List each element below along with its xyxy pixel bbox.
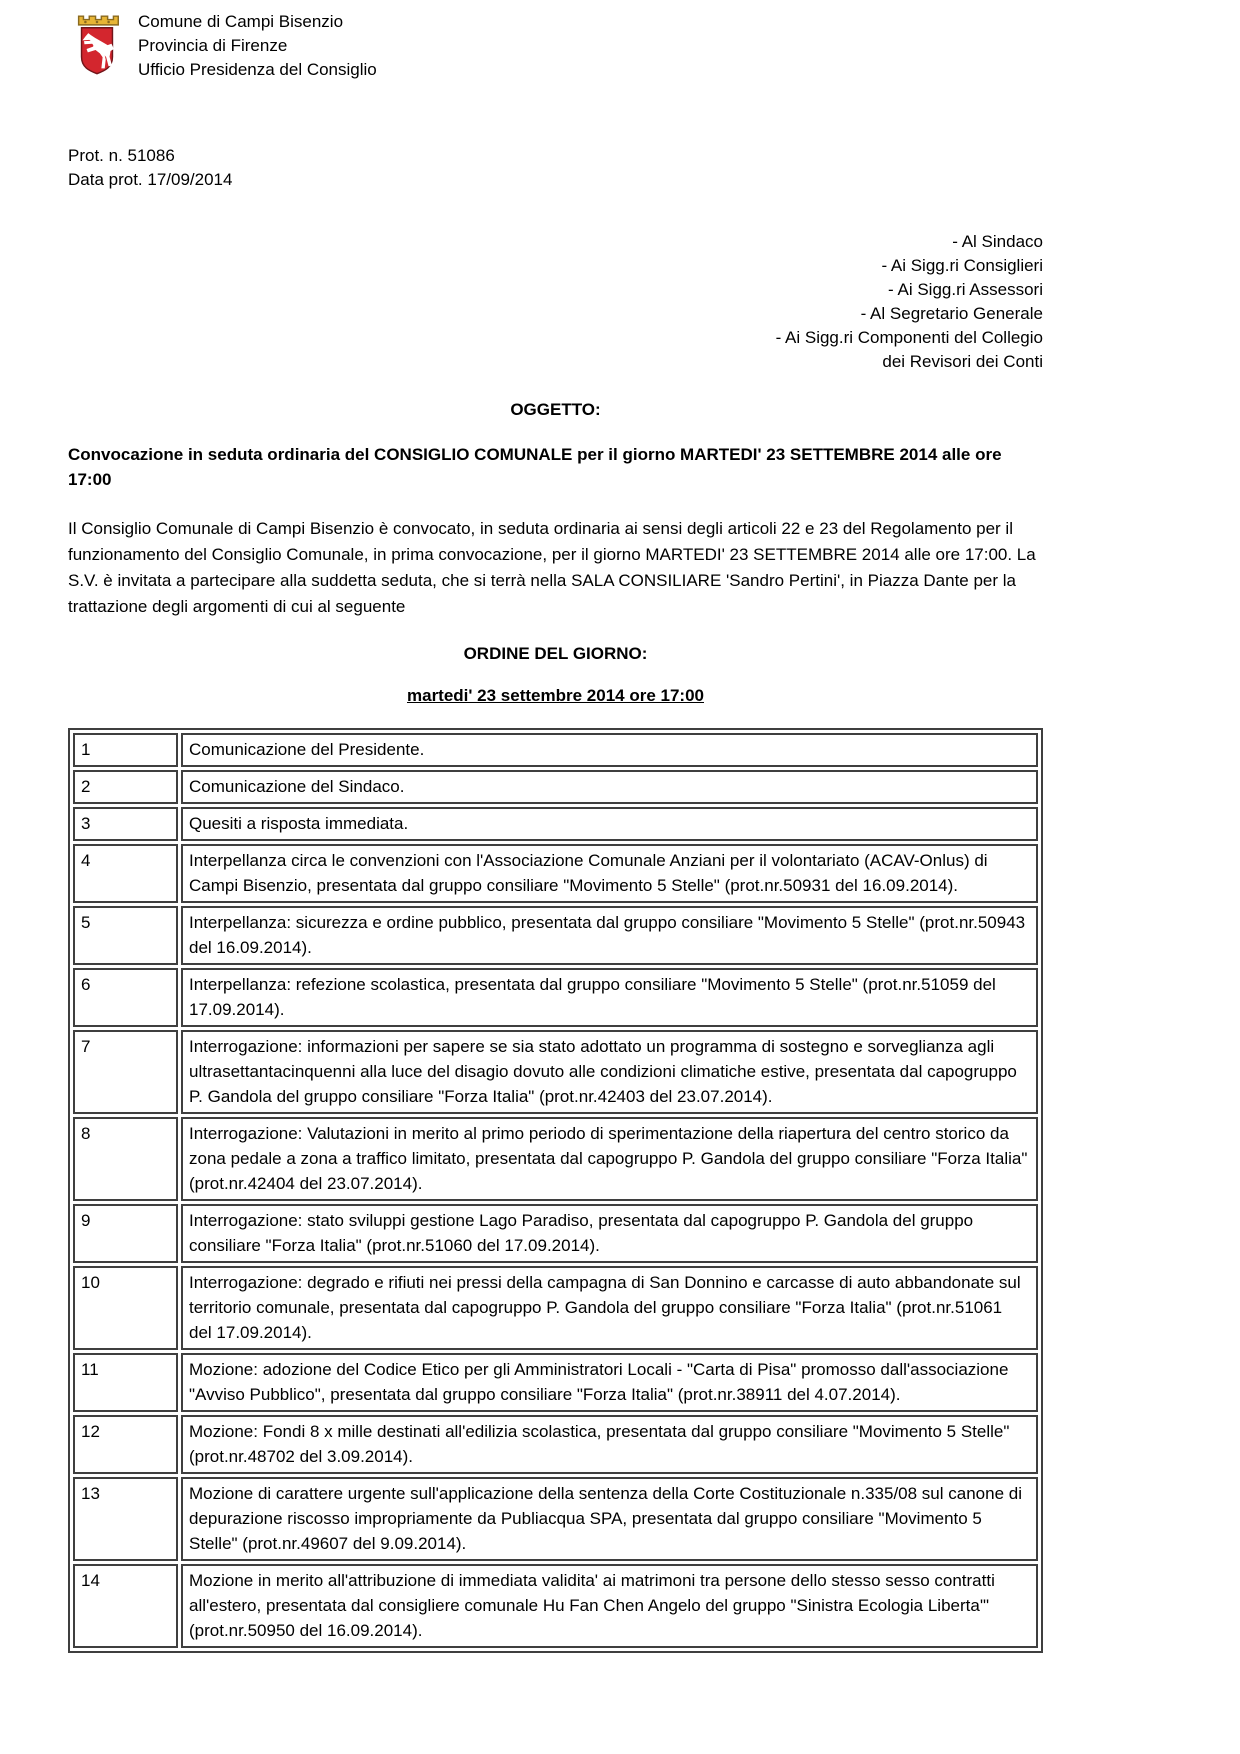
org-office: Ufficio Presidenza del Consiglio <box>138 60 377 79</box>
agenda-row <box>73 906 1038 965</box>
addressee-line: - Ai Sigg.ri Assessori <box>888 280 1043 299</box>
agenda-row <box>73 1564 1038 1648</box>
addressee-line: - Ai Sigg.ri Consiglieri <box>881 256 1043 275</box>
agenda-row <box>73 770 1038 804</box>
addressee-list <box>68 230 1043 374</box>
item-number-cell: 2 <box>73 770 178 804</box>
body-paragraph: Il Consiglio Comunale di Campi Bisenzio è convocato, in seduta ordinaria ai sensi degli articoli 22 e 23 del Regolamento per il funzionamento del Consiglio Comunale, in prima convocazione, per il giorno MARTEDI' 23 SETTEMBRE 2014 alle ore 17:00. La S.V. è invitata a partecipare alla suddetta seduta, che si terrà nella SALA CONSILIARE 'Sandro Pertini', in Piazza Dante per la trattazione degli argomenti di cui al seguente <box>68 519 1036 616</box>
item-number-cell: 1 <box>73 733 178 767</box>
agenda-row <box>73 1353 1038 1412</box>
item-text-cell: Interpellanza: sicurezza e ordine pubblico, presentata dal gruppo consiliare "Movimento 5 Stelle" (prot.nr.50943 del 16.09.2014). <box>181 906 1038 965</box>
municipal-coat-of-arms-icon <box>68 8 126 92</box>
item-text-cell: Interrogazione: informazioni per sapere se sia stato adottato un programma di sostegno e sorveglianza agli ultrasettantacinquenni alla luce del disagio dovuto alle condizioni climatiche estive, presentata dal capogruppo P. Gandola del gruppo consiliare "Forza Italia" (prot.nr.42403 del 23.07.2014). <box>181 1030 1038 1114</box>
crown-dot <box>84 21 87 24</box>
agenda-row <box>73 807 1038 841</box>
item-number-cell: 5 <box>73 906 178 965</box>
item-number-cell: 3 <box>73 807 178 841</box>
crown-dot <box>96 21 99 24</box>
protocol-block <box>68 144 1043 192</box>
item-number-cell: 7 <box>73 1030 178 1114</box>
crown-dot <box>107 21 110 24</box>
agenda-heading: ORDINE DEL GIORNO: <box>463 644 648 663</box>
agenda-row <box>73 733 1038 767</box>
item-text-cell: Interrogazione: Valutazioni in merito al primo periodo di sperimentazione della riapertura del centro storico da zona pedale a zona a traffico limitato, presentata dal capogruppo P. Gandola del gruppo consiliare "Forza Italia" (prot.nr.42404 del 23.07.2014). <box>181 1117 1038 1201</box>
item-number-cell: 6 <box>73 968 178 1027</box>
item-number-cell: 12 <box>73 1415 178 1474</box>
agenda-row <box>73 1477 1038 1561</box>
agenda-row <box>73 1117 1038 1201</box>
item-text-cell: Mozione di carattere urgente sull'applicazione della sentenza della Corte Costituzionale n.335/08 sul canone di depurazione riscosso impropriamente da Publiacqua SPA, presentata dal gruppo consiliare "Movimento 5 Stelle" (prot.nr.49607 del 9.09.2014). <box>181 1477 1038 1561</box>
agenda-table <box>68 728 1043 1653</box>
item-number-cell: 11 <box>73 1353 178 1412</box>
org-province: Provincia di Firenze <box>138 36 288 55</box>
item-number-cell: 8 <box>73 1117 178 1201</box>
item-text-cell: Mozione: Fondi 8 x mille destinati all'edilizia scolastica, presentata dal gruppo consiliare "Movimento 5 Stelle" (prot.nr.48702 del 3.09.2014). <box>181 1415 1038 1474</box>
item-number-cell: 10 <box>73 1266 178 1350</box>
letterhead <box>68 8 1043 92</box>
addressee-line: - Al Segretario Generale <box>860 304 1043 323</box>
protocol-number: Prot. n. 51086 <box>68 146 175 165</box>
addressee-line: - Ai Sigg.ri Componenti del Collegio <box>775 328 1043 347</box>
item-number-cell: 9 <box>73 1204 178 1263</box>
item-text-cell: Comunicazione del Sindaco. <box>181 770 1038 804</box>
item-text-cell: Comunicazione del Presidente. <box>181 733 1038 767</box>
item-text-cell: Mozione: adozione del Codice Etico per gli Amministratori Locali - "Carta di Pisa" promosso dall'associazione "Avviso Pubblico", presentata dal gruppo consiliare "Forza Italia" (prot.nr.38911 del 4.07.2014). <box>181 1353 1038 1412</box>
agenda-row <box>73 968 1038 1027</box>
item-text-cell: Interrogazione: degrado e rifiuti nei pressi della campagna di San Donnino e carcasse di auto abbandonate sul territorio comunale, presentata dal capogruppo P. Gandola del gruppo consiliare "Forza Italia" (prot.nr.51061 del 17.09.2014). <box>181 1266 1038 1350</box>
item-number-cell: 13 <box>73 1477 178 1561</box>
agenda-row <box>73 1266 1038 1350</box>
org-name: Comune di Campi Bisenzio <box>138 12 344 31</box>
addressee-line: - Al Sindaco <box>952 232 1043 251</box>
organization-block <box>138 8 377 82</box>
protocol-date: Data prot. 17/09/2014 <box>68 170 233 189</box>
item-number-cell: 14 <box>73 1564 178 1648</box>
agenda-row <box>73 844 1038 903</box>
crown-shape <box>79 16 119 25</box>
item-text-cell: Quesiti a risposta immediata. <box>181 807 1038 841</box>
agenda-table-body <box>73 733 1038 1648</box>
item-text-cell: Interpellanza: refezione scolastica, presentata dal gruppo consiliare "Movimento 5 Stelle" (prot.nr.51059 del 17.09.2014). <box>181 968 1038 1027</box>
item-text-cell: Interpellanza circa le convenzioni con l'Associazione Comunale Anziani per il volontariato (ACAV-Onlus) di Campi Bisenzio, presentata dal gruppo consiliare "Movimento 5 Stelle" (prot.nr.50931 del 16.09.2014). <box>181 844 1038 903</box>
session-datetime: martedi' 23 settembre 2014 ore 17:00 <box>407 686 704 705</box>
addressee-line: dei Revisori dei Conti <box>882 352 1043 371</box>
item-text-cell: Interrogazione: stato sviluppi gestione Lago Paradiso, presentata dal capogruppo P. Gandola del gruppo consiliare "Forza Italia" (prot.nr.51060 del 17.09.2014). <box>181 1204 1038 1263</box>
item-text-cell: Mozione in merito all'attribuzione di immediata validita' ai matrimoni tra persone dello stesso sesso contratti all'estero, presentata dal consigliere comunale Hu Fan Chen Angelo del gruppo "Sinistra Ecologia Liberta'" (prot.nr.50950 del 16.09.2014). <box>181 1564 1038 1648</box>
agenda-row <box>73 1204 1038 1263</box>
agenda-row <box>73 1415 1038 1474</box>
agenda-row <box>73 1030 1038 1114</box>
subject-text: Convocazione in seduta ordinaria del CONSIGLIO COMUNALE per il giorno MARTEDI' 23 SETTEMBRE 2014 alle ore 17:00 <box>68 445 1002 489</box>
item-number-cell: 4 <box>73 844 178 903</box>
subject-label: OGGETTO: <box>510 400 601 419</box>
